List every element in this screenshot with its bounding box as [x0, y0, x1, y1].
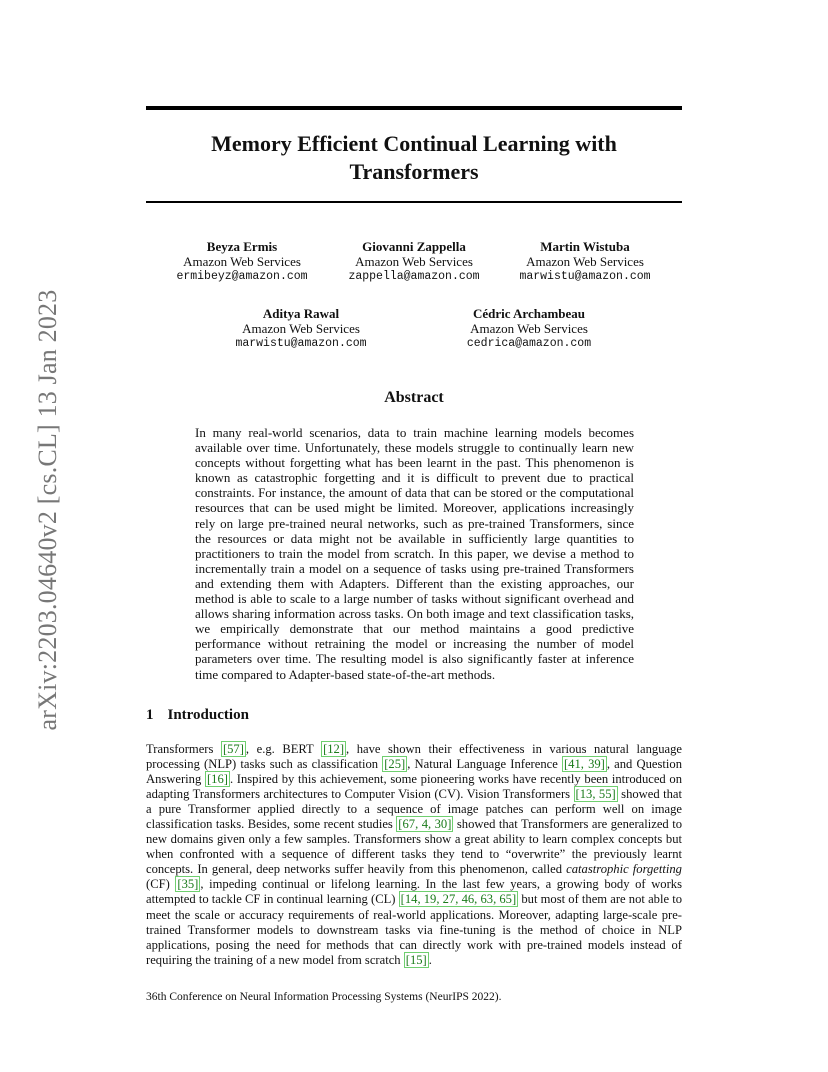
citation-link[interactable]: [12]: [323, 742, 345, 756]
author-affiliation: Amazon Web Services: [183, 254, 301, 269]
paragraph-text: showed that a pure Transformer applied directly to a sequence of image patches can perform well on image classification tasks. Besides, some recent studies: [146, 787, 682, 832]
paragraph-text: .: [428, 952, 432, 967]
author-email: marwistu@amazon.com: [235, 337, 367, 350]
citation-link[interactable]: [57]: [222, 742, 244, 756]
author-block: [201, 306, 401, 351]
author-name: Aditya Rawal: [262, 306, 340, 321]
author-block: [314, 239, 514, 284]
paragraph-text: , e.g. BERT: [245, 742, 322, 756]
citation-link[interactable]: [14, 19, 27, 46, 63, 65]: [400, 892, 517, 907]
author-affiliation: Amazon Web Services: [242, 321, 360, 336]
author-name: Beyza Ermis: [206, 239, 278, 254]
author-block: [429, 306, 629, 351]
arxiv-identifier-stamp: arXiv:2203.04640v2 [cs.CL] 13 Jan 2023: [33, 289, 62, 731]
section-heading-introduction: [146, 707, 249, 724]
citation-link[interactable]: [16]: [206, 772, 228, 787]
paragraph-text: but most of them are not able to meet the scale or accuracy requirements of real-world applications. Moreover, adapting large-scale pre-trained Transformer models to downstream tasks via fine-tuning is the method of choice in NLP applications, posing the need for methods that can directly work with pre-trained models instead of requiring the training of a new model from scratch: [146, 892, 683, 967]
section-title: Introduction: [167, 707, 249, 723]
title-top-rule: [146, 106, 682, 110]
paragraph-text: , Natural Language Inference: [407, 757, 562, 772]
author-email: ermibeyz@amazon.com: [176, 270, 308, 283]
author-affiliation: Amazon Web Services: [526, 254, 644, 269]
conference-footnote: 36th Conference on Neural Information Processing Systems (NeurIPS 2022).: [146, 991, 502, 1003]
paragraph-text: showed that Transformers are generalized to new domains given only a few samples. Transformers show a great ability to learn complex concepts but when confronted with a sequence of different tasks they tend to “overwrite” the previously learnt concepts. In general, deep networks suffer heavily from this phenomenon, called: [146, 817, 683, 877]
author-name: Giovanni Zappella: [362, 239, 466, 254]
citation-link[interactable]: [67, 4, 30]: [398, 817, 452, 832]
section-number: 1: [146, 707, 154, 723]
paragraph-text: . Inspired by this achievement, some pioneering works have recently been introduced on adapting Transformers architectures to Computer Vision (CV). Vision Transformers: [146, 772, 682, 802]
paper-title: Memory Efficient Continual Learning with Transformers: [211, 131, 617, 184]
author-email: cedrica@amazon.com: [466, 337, 592, 350]
citation-link[interactable]: [13, 55]: [575, 787, 616, 802]
paragraph-text: , and Question Answering: [146, 757, 682, 787]
author-block: [142, 239, 342, 284]
author-email: marwistu@amazon.com: [519, 270, 651, 283]
abstract-heading: Abstract: [384, 389, 444, 406]
author-block: [485, 239, 685, 284]
author-name: Martin Wistuba: [540, 239, 630, 254]
citation-link[interactable]: [25]: [384, 757, 406, 772]
emphasized-term: catastrophic forgetting: [566, 862, 682, 877]
author-affiliation: Amazon Web Services: [470, 321, 588, 336]
citation-link[interactable]: [41, 39]: [563, 757, 605, 772]
paragraph-text: (CF): [146, 877, 176, 892]
citation-link[interactable]: [35]: [177, 877, 199, 892]
author-name: Cédric Archambeau: [472, 306, 586, 321]
citation-link[interactable]: [15]: [405, 952, 427, 967]
introduction-paragraph: [146, 742, 682, 968]
paragraph-text: , impeding continual or lifelong learning. In the last few years, a growing body of works attempted to tackle CF in continual learning (CL): [146, 877, 682, 907]
author-affiliation: Amazon Web Services: [355, 254, 473, 269]
author-email: zappella@amazon.com: [348, 270, 480, 283]
abstract-text: In many real-world scenarios, data to train machine learning models becomes available over time. Unfortunately, these models struggle to continually learn new concepts without forgetting what has been learnt in the past. This phenomenon is known as catastrophic forgetting and it is difficult to prevent due to practical constraints. For instance, the amount of data that can be stored or the computational resources that can be used might be limited. Moreover, applications increasingly rely on large pre-trained neural networks, such as pre-trained Transformers, since the resources or data might not be available in sufficiently large quantities to practitioners to train the model from scratch. In this paper, we devise a method to incrementally train a model on a sequence of tasks using pre-trained Transformers and extending them with Adapters. Different than the existing approaches, our method is able to scale to a large number of tasks without significant overhead and allows sharing information across tasks. On both image and text classification tasks, we empirically demonstrate that our method maintains a good predictive performance without retraining the model or increasing the number of model parameters over time. The resulting model is also significantly faster at inference time compared to Adapter-based state-of-the-art methods.: [195, 425, 634, 682]
paragraph-text: , have shown their effectiveness in various natural language processing (NLP) tasks such as classification: [146, 742, 682, 772]
paragraph-text: Transformers: [146, 742, 221, 756]
title-bottom-rule: [146, 201, 682, 203]
